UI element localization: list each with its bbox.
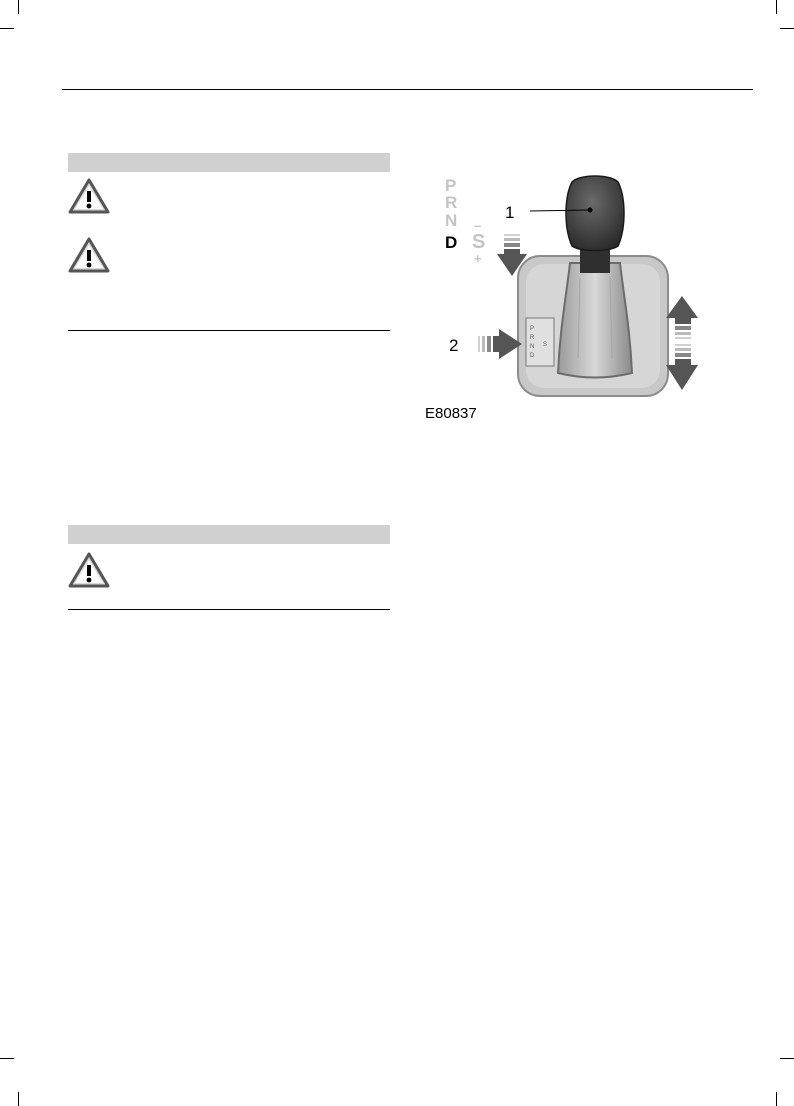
gear-knob [566, 176, 624, 251]
sport-s-label: S [472, 231, 486, 253]
figure-id: E80837 [425, 405, 477, 422]
crop-mark-bottom-left-v [18, 1092, 19, 1106]
selector-position-letters [445, 176, 457, 252]
warning-triangle-icon [68, 237, 110, 273]
crop-mark-top-right-v [776, 0, 777, 14]
position-letter: R [445, 193, 458, 212]
callout-1-label: 1 [505, 203, 515, 222]
shift-boot [558, 263, 632, 378]
callout-2-label: 2 [449, 336, 459, 355]
svg-text:D: D [530, 353, 535, 359]
warning-section-bar-2 [68, 525, 390, 544]
warning-section-bar-1 [68, 153, 390, 172]
position-letter: N [445, 211, 458, 230]
crop-mark-top-right [780, 28, 794, 29]
warning-section-end-rule-2 [68, 609, 390, 610]
crop-mark-top-left [0, 28, 14, 29]
crop-mark-bottom-right [780, 1058, 794, 1059]
gear-gate-panel [526, 318, 554, 366]
crop-mark-bottom-left [0, 1058, 14, 1059]
svg-text:R: R [530, 335, 535, 341]
warning-section-end-rule-1 [68, 330, 390, 331]
arrow-right-icon [478, 329, 522, 359]
warning-triangle-icon [68, 552, 110, 588]
position-letter: P [445, 176, 457, 195]
svg-text:P: P [530, 326, 535, 332]
sport-minus-label: – [474, 218, 482, 233]
header-rule [62, 89, 753, 90]
svg-text:S: S [543, 342, 548, 348]
warning-triangle-icon [68, 178, 110, 214]
crop-mark-bottom-right-v [776, 1092, 777, 1106]
svg-text:N: N [530, 344, 535, 350]
gear-selector-illustration [420, 168, 720, 398]
arrow-up-down-icon [666, 296, 698, 390]
sport-plus-label: + [474, 251, 482, 266]
position-letter: D [445, 233, 458, 252]
crop-mark-top-left-v [18, 0, 19, 14]
